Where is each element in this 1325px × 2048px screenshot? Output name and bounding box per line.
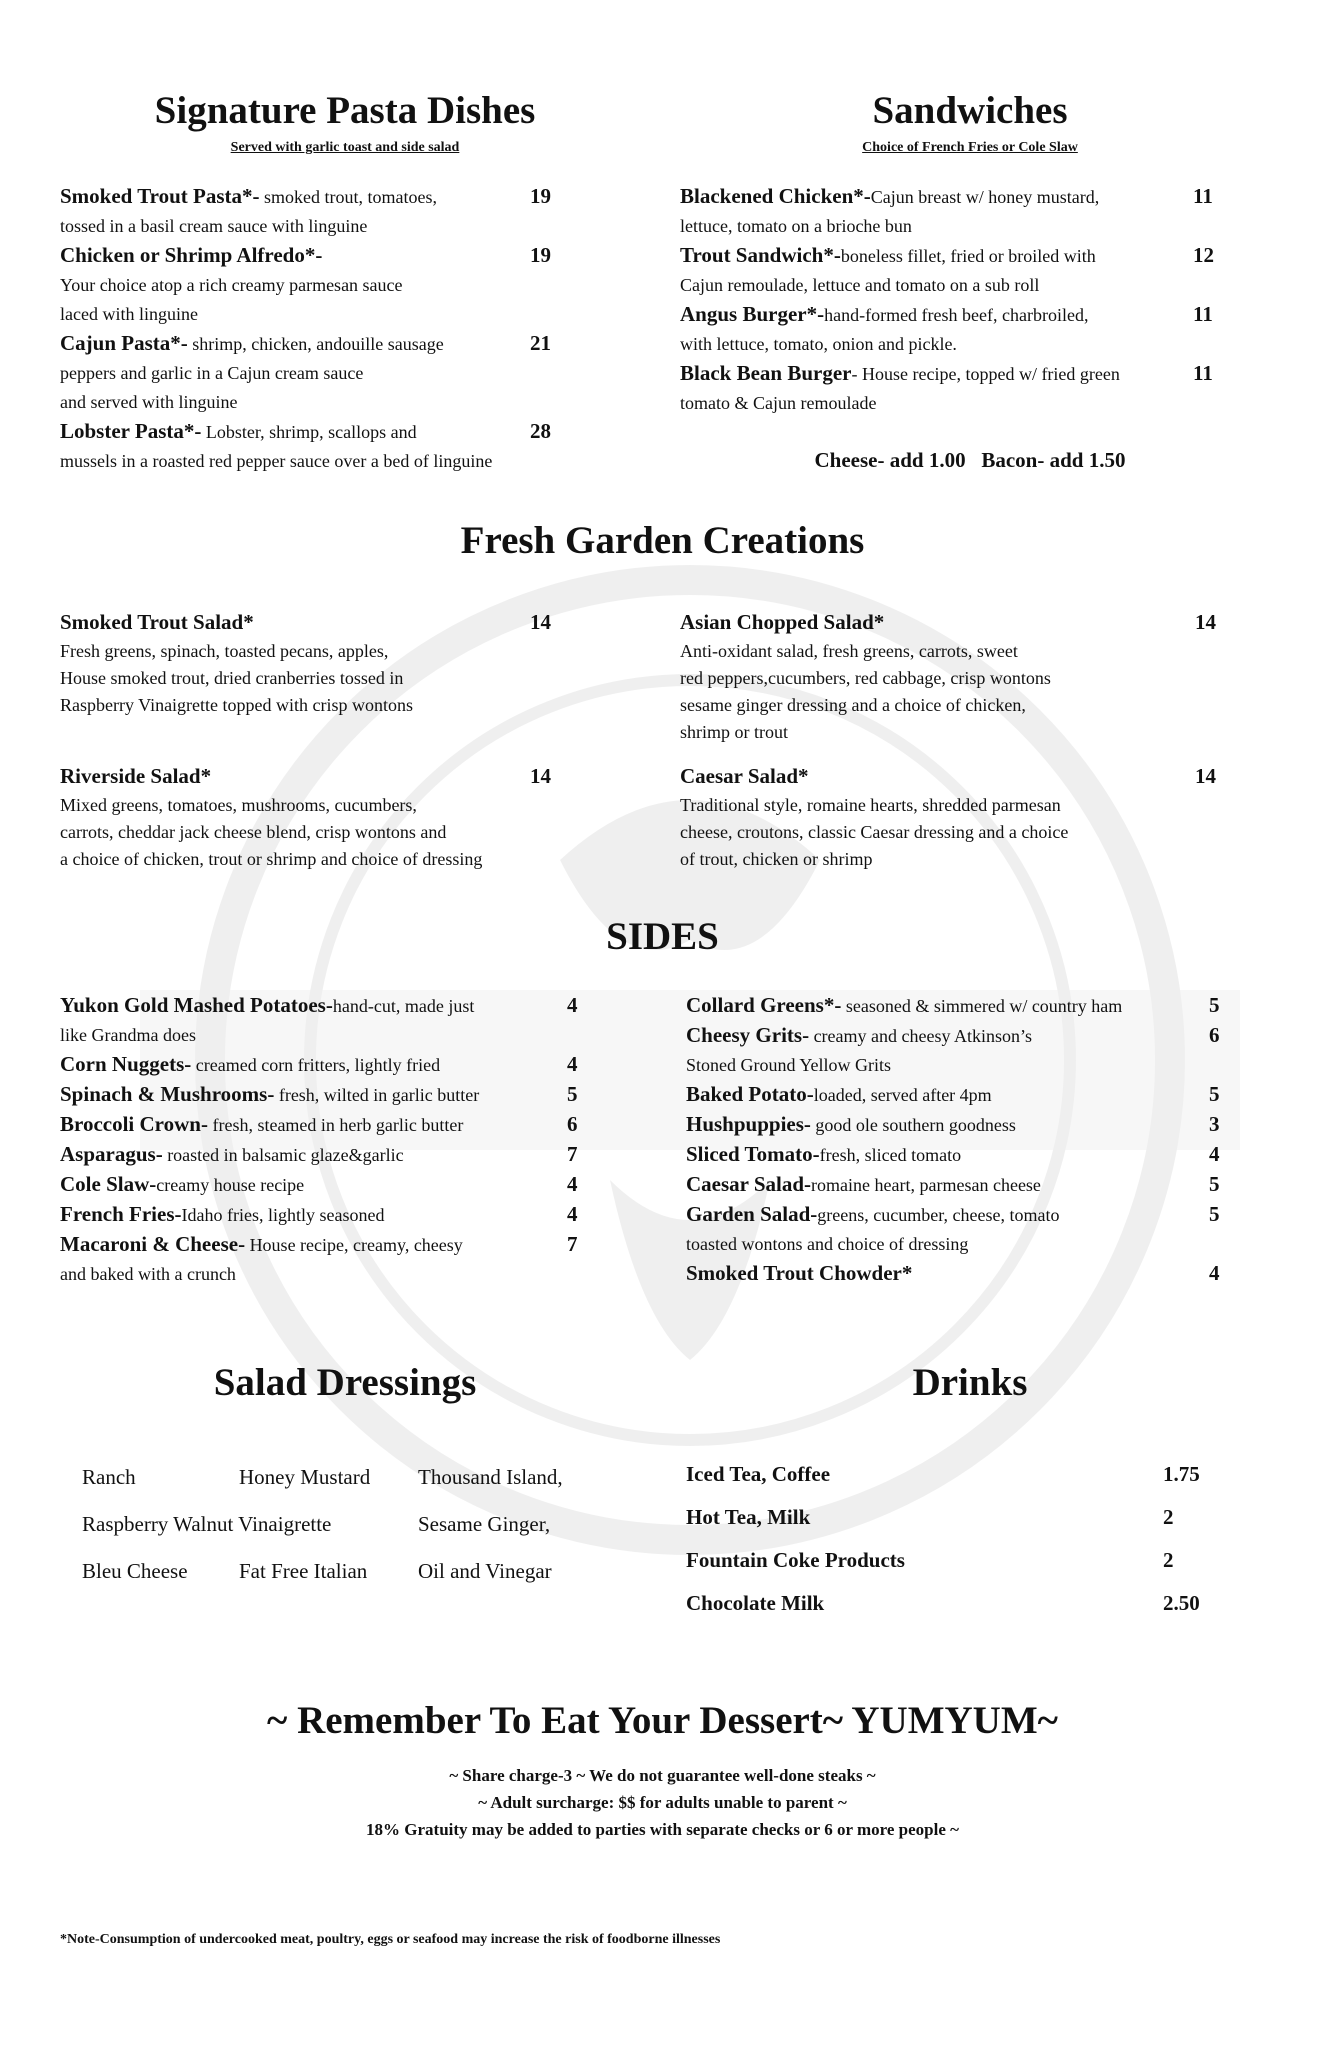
menu-item [686, 1200, 1226, 1259]
dressing-fat-free-italian: Fat Free Italian [239, 1559, 368, 1583]
item-name: Trout Sandwich*- [680, 243, 841, 267]
item-desc-line: tomato & Cajun remoulade [680, 393, 877, 413]
item-price: 11 [1193, 302, 1213, 326]
item-price: 12 [1193, 243, 1214, 267]
drinks-section-title: Drinks [912, 1361, 1028, 1404]
item-desc-line: sesame ginger dressing and a choice of chicken, [680, 695, 1026, 715]
item-desc-line: shrimp or trout [680, 722, 788, 742]
sandwich-addons: Cheese- add 1.00 Bacon- add 1.50 [814, 448, 1126, 472]
item-price: 4 [567, 993, 578, 1017]
menu-item [60, 1110, 590, 1140]
item-price: 3 [1209, 1112, 1220, 1136]
item-price: 19 [530, 184, 551, 208]
item-name: Blackened Chicken*- [680, 184, 871, 208]
item-name: Caesar Salad- [686, 1172, 812, 1196]
item-desc-line: laced with linguine [60, 304, 198, 324]
sandwiches-subtitle: Choice of French Fries or Cole Slaw [862, 140, 1078, 155]
menu-item [686, 1110, 1226, 1140]
menu-item [686, 991, 1226, 1021]
item-desc-line: toasted wontons and choice of dressing [686, 1234, 969, 1254]
item-desc: loaded, served after 4pm [813, 1085, 992, 1105]
sides-section-title: SIDES [606, 915, 719, 958]
item-name: Chicken or Shrimp Alfredo*- [60, 243, 323, 267]
item-desc-line: and baked with a crunch [60, 1264, 236, 1284]
item-name: Riverside Salad* [60, 764, 212, 788]
item-desc: fresh, sliced tomato [819, 1145, 962, 1165]
drink-price: 2 [1163, 1548, 1174, 1572]
garden-item-3 [60, 762, 560, 873]
menu-item [60, 182, 560, 241]
item-desc-line: like Grandma does [60, 1025, 196, 1045]
item-desc: greens, cucumber, cheese, tomato [817, 1205, 1060, 1225]
item-price: 5 [567, 1082, 578, 1106]
item-desc-line: lettuce, tomato on a brioche bun [680, 216, 912, 236]
item-name: French Fries- [60, 1202, 182, 1226]
menu-item [680, 241, 1240, 300]
item-desc: romaine heart, parmesan cheese [811, 1175, 1041, 1195]
item-desc-line: carrots, cheddar jack cheese blend, crisp wontons and [60, 822, 447, 842]
item-price: 14 [530, 610, 551, 634]
item-price: 14 [530, 764, 551, 788]
menu-item [680, 359, 1240, 418]
item-name: Yukon Gold Mashed Potatoes- [60, 993, 333, 1017]
item-desc-line: Cajun remoulade, lettuce and tomato on a sub roll [680, 275, 1040, 295]
menu-item [60, 1200, 590, 1230]
item-price: 19 [530, 243, 551, 267]
menu-item [686, 1170, 1226, 1200]
item-desc-line: Mixed greens, tomatoes, mushrooms, cucumbers, [60, 795, 417, 815]
item-price: 4 [567, 1052, 578, 1076]
item-desc: boneless fillet, fried or broiled with [840, 246, 1096, 266]
item-name: Lobster Pasta*- [60, 419, 202, 443]
item-name: Caesar Salad* [680, 764, 809, 788]
item-desc: Idaho fries, lightly seasoned [181, 1205, 385, 1225]
item-price: 6 [1209, 1023, 1220, 1047]
item-desc-line: Fresh greens, spinach, toasted pecans, apples, [60, 641, 389, 661]
item-price: 21 [530, 331, 551, 355]
item-desc: fresh, wilted in garlic butter [274, 1085, 480, 1105]
item-price: 4 [1209, 1142, 1220, 1166]
dressing-thousand-island: Thousand Island, [418, 1465, 563, 1489]
dressing-sesame-ginger: Sesame Ginger, [418, 1512, 551, 1536]
item-name: Hushpuppies- [686, 1112, 811, 1136]
menu-item [60, 1170, 590, 1200]
footnote: *Note-Consumption of undercooked meat, poultry, eggs or seafood may increase the risk of foodborne illnesses [60, 1932, 721, 1947]
item-desc-line: a choice of chicken, trout or shrimp and choice of dressing [60, 849, 483, 869]
item-desc: - House recipe, topped w/ fried green [851, 364, 1120, 384]
sides-left-list [60, 991, 590, 1289]
item-name: Angus Burger*- [680, 302, 825, 326]
item-desc: seasoned & simmered w/ country ham [841, 996, 1123, 1016]
item-desc: hand-formed fresh beef, charbroiled, [824, 305, 1089, 325]
dessert-banner: ~ Remember To Eat Your Dessert~ YUMYUM~ [267, 1699, 1058, 1742]
drink-name: Chocolate Milk [686, 1591, 825, 1615]
sides-right-list [686, 991, 1226, 1289]
notes-block [0, 1762, 1325, 1843]
pasta-list [60, 182, 560, 476]
item-price: 4 [1209, 1261, 1220, 1285]
sandwiches-section-title: Sandwiches [872, 89, 1068, 132]
item-desc: smoked trout, tomatoes, [259, 187, 438, 207]
note-line: 18% Gratuity may be added to parties with separate checks or 6 or more people ~ [366, 1820, 959, 1839]
item-desc-line: tossed in a basil cream sauce with linguine [60, 216, 368, 236]
item-price: 14 [1195, 610, 1216, 634]
item-price: 11 [1193, 361, 1213, 385]
item-desc-line: of trout, chicken or shrimp [680, 849, 873, 869]
menu-item [60, 329, 560, 417]
item-name: Black Bean Burger [680, 361, 852, 385]
item-desc-line: Anti-oxidant salad, fresh greens, carrots, sweet [680, 641, 1018, 661]
garden-item-4 [680, 762, 1240, 873]
item-name: Asparagus- [60, 1142, 163, 1166]
item-price: 5 [1209, 1082, 1220, 1106]
dressing-honey-mustard: Honey Mustard [239, 1465, 371, 1489]
item-desc: good ole southern goodness [810, 1115, 1016, 1135]
sandwich-list [680, 182, 1240, 418]
menu-item [686, 1259, 1226, 1289]
item-name: Broccoli Crown- [60, 1112, 208, 1136]
drink-price: 2.50 [1163, 1591, 1200, 1615]
menu-item [680, 182, 1240, 241]
menu-item [60, 991, 590, 1050]
garden-item-1 [60, 608, 560, 719]
item-desc: creamy house recipe [156, 1175, 305, 1195]
item-price: 5 [1209, 1172, 1220, 1196]
note-line: ~ Share charge-3 ~ We do not guarantee well-done steaks ~ [449, 1766, 876, 1785]
garden-section-title: Fresh Garden Creations [460, 519, 865, 562]
drink-name: Hot Tea, Milk [686, 1505, 811, 1529]
menu-item [686, 1021, 1226, 1080]
item-desc: roasted in balsamic glaze&garlic [162, 1145, 404, 1165]
item-price: 6 [567, 1112, 578, 1136]
item-price: 28 [530, 419, 551, 443]
item-price: 14 [1195, 764, 1216, 788]
item-desc: creamed corn fritters, lightly fried [191, 1055, 441, 1075]
menu-item [60, 1230, 590, 1289]
dressing-bleu-cheese: Bleu Cheese [82, 1559, 188, 1583]
item-desc-line: House smoked trout, dried cranberries tossed in [60, 668, 404, 688]
menu-item [60, 241, 560, 329]
item-desc: shrimp, chicken, andouille sausage [187, 334, 444, 354]
item-name: Baked Potato- [686, 1082, 814, 1106]
drink-name: Fountain Coke Products [686, 1548, 905, 1572]
menu-item [60, 1080, 590, 1110]
drink-price: 2 [1163, 1505, 1174, 1529]
item-name: Smoked Trout Chowder* [686, 1261, 913, 1285]
item-price: 11 [1193, 184, 1213, 208]
item-desc-line: Traditional style, romaine hearts, shredded parmesan [680, 795, 1061, 815]
menu-item [686, 1140, 1226, 1170]
item-desc: House recipe, creamy, cheesy [245, 1235, 463, 1255]
drink-price: 1.75 [1163, 1462, 1200, 1486]
item-price: 5 [1209, 1202, 1220, 1226]
item-desc-line: cheese, croutons, classic Caesar dressing and a choice [680, 822, 1069, 842]
note-line: ~ Adult surcharge: $$ for adults unable to parent ~ [478, 1793, 847, 1812]
item-price: 7 [567, 1142, 578, 1166]
item-price: 4 [567, 1202, 578, 1226]
item-desc: Lobster, shrimp, scallops and [201, 422, 417, 442]
item-desc-line: Stoned Ground Yellow Grits [686, 1055, 892, 1075]
dressing-oil-vinegar: Oil and Vinegar [418, 1559, 552, 1583]
item-desc-line: mussels in a roasted red pepper sauce over a bed of linguine [60, 451, 493, 471]
garden-item-2 [680, 608, 1240, 746]
item-desc-line: Raspberry Vinaigrette topped with crisp wontons [60, 695, 414, 715]
pasta-subtitle: Served with garlic toast and side salad [230, 140, 460, 155]
menu-item [60, 1140, 590, 1170]
item-desc-line: Your choice atop a rich creamy parmesan sauce [60, 275, 403, 295]
item-name: Smoked Trout Salad* [60, 610, 254, 634]
item-name: Spinach & Mushrooms- [60, 1082, 275, 1106]
menu-item [60, 1050, 590, 1080]
pasta-section-title: Signature Pasta Dishes [154, 89, 536, 132]
item-name: Asian Chopped Salad* [680, 610, 885, 634]
menu-item [680, 300, 1240, 359]
item-desc: hand-cut, made just [332, 996, 475, 1016]
drink-name: Iced Tea, Coffee [686, 1462, 831, 1486]
item-name: Cheesy Grits- [686, 1023, 810, 1047]
item-desc: creamy and cheesy Atkinson’s [809, 1026, 1033, 1046]
item-desc-line: with lettuce, tomato, onion and pickle. [680, 334, 957, 354]
item-name: Corn Nuggets- [60, 1052, 192, 1076]
menu-item [686, 1080, 1226, 1110]
item-desc: fresh, steamed in herb garlic butter [207, 1115, 464, 1135]
item-desc-line: red peppers,cucumbers, red cabbage, crisp wontons [680, 668, 1051, 688]
item-name: Cole Slaw- [60, 1172, 157, 1196]
item-price: 5 [1209, 993, 1220, 1017]
item-name: Macaroni & Cheese- [60, 1232, 246, 1256]
item-name: Smoked Trout Pasta*- [60, 184, 260, 208]
item-price: 7 [567, 1232, 578, 1256]
item-desc: Cajun breast w/ honey mustard, [870, 187, 1100, 207]
dressing-raspberry-walnut: Raspberry Walnut Vinaigrette [82, 1512, 332, 1536]
item-name: Sliced Tomato- [686, 1142, 820, 1166]
menu-item [60, 417, 560, 476]
dressing-ranch: Ranch [82, 1465, 136, 1489]
item-desc-line: peppers and garlic in a Cajun cream sauce [60, 363, 364, 383]
dressings-section-title: Salad Dressings [213, 1361, 477, 1404]
item-desc-line: and served with linguine [60, 392, 238, 412]
item-name: Garden Salad- [686, 1202, 818, 1226]
item-name: Cajun Pasta*- [60, 331, 188, 355]
item-name: Collard Greens*- [686, 993, 842, 1017]
item-price: 4 [567, 1172, 578, 1196]
